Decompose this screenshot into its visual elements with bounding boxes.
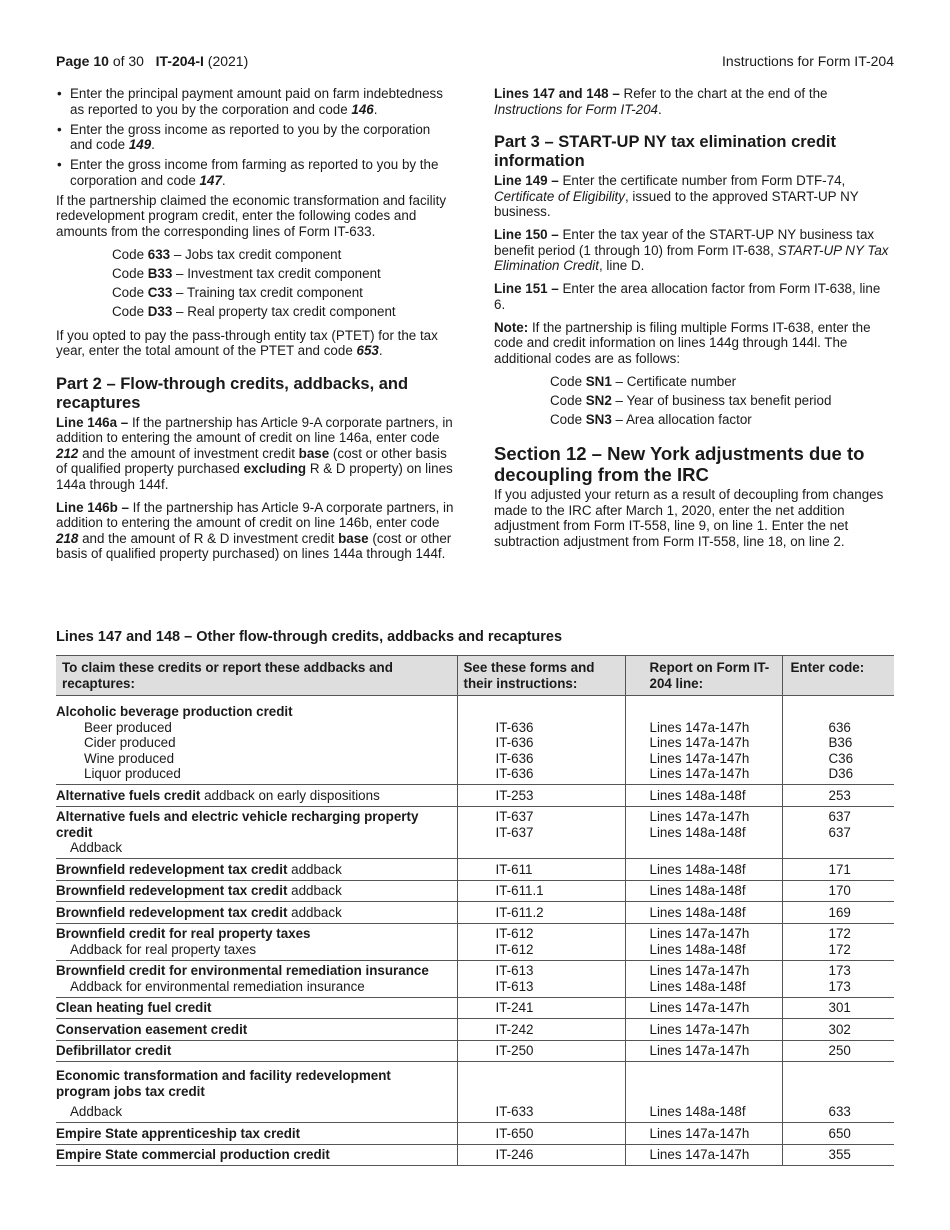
list-item [56, 122, 456, 153]
line-ref: Lines 148a-148f [625, 785, 782, 807]
form-ref: IT-242 [457, 1019, 625, 1041]
punctuation: . [221, 172, 226, 188]
credit-cell [56, 859, 457, 881]
form-ref: IT-636 [495, 719, 534, 735]
note-label: Note: [494, 319, 529, 335]
code-desc: – Jobs tax credit component [170, 247, 342, 262]
line-cell [625, 696, 782, 785]
code-desc: – Training tax credit component [172, 285, 363, 300]
line-ref: Lines 147a-147h [649, 926, 750, 941]
code-cell [782, 806, 894, 859]
credit-cell [56, 902, 457, 924]
page-header-left [56, 54, 248, 70]
credit-title: Brownfield credit for environmental remediation insurance [56, 963, 429, 978]
list-item [56, 157, 456, 188]
column-header: Enter code: [782, 656, 894, 696]
code-value: SN1 [585, 373, 612, 389]
para-text: Enter the certificate number from Form DTF-74, [558, 173, 846, 188]
table-row [56, 785, 894, 807]
code-ref: 302 [782, 1019, 894, 1041]
column-header: To claim these credits or report these addbacks and recaptures: [56, 656, 457, 696]
table-row [56, 880, 894, 902]
form-ref: IT-636 [495, 766, 534, 781]
para-text: (cost or other basis of qualified property purchased [56, 445, 447, 476]
page-label: Page [56, 53, 90, 69]
credit-title: Brownfield credit for real property taxes [56, 926, 311, 941]
italic-title: Instructions for Form IT-204 [494, 101, 658, 117]
credit-suffix: addback on early dispositions [200, 787, 380, 803]
punctuation: . [657, 101, 662, 117]
credit-cell [56, 880, 457, 902]
para-text: (cost or other basis of qualified property purchased) on lines 144a through 144f. [56, 530, 452, 561]
punctuation: . [378, 343, 383, 358]
code-cell [782, 923, 894, 960]
startup-code-list [550, 374, 894, 428]
code-cell [782, 1062, 894, 1123]
form-ref: IT-650 [457, 1123, 625, 1145]
line-146b-paragraph [56, 500, 456, 562]
form-cell [457, 696, 625, 785]
code-word: Code [550, 411, 583, 427]
para-text: If the partnership has Article 9-A corporate partners, in addition to entering the amount of credit on line 146a, enter code [56, 414, 453, 445]
form-ref: IT-611.2 [457, 902, 625, 924]
emphasis: base [338, 530, 369, 546]
line-ref: Lines 147a-147h [649, 750, 750, 766]
table-row [56, 1062, 894, 1123]
credit-subitem: Cider produced [84, 735, 176, 750]
code-ref: C36 [828, 750, 854, 766]
credit-title: Alternative fuels and electric vehicle recharging property credit [56, 809, 419, 840]
code-value: 212 [56, 445, 79, 461]
part3-heading: Part 3 – START-UP NY tax elimination credit information [494, 133, 837, 170]
code-ref: D36 [828, 766, 854, 781]
form-ref: IT-611 [457, 859, 625, 881]
line-cell [625, 1062, 782, 1123]
code-value: 147 [199, 172, 222, 188]
credit-title: Conservation easement credit [56, 1019, 457, 1041]
code-ref: 169 [782, 902, 894, 924]
line-label: Lines 147 and 148 – [494, 86, 620, 101]
note-paragraph [494, 320, 894, 367]
etp-paragraph: If the partnership claimed the economic transformation and facility redevelopment program credit, enter the following codes and amounts from the corresponding lines of Form IT-633. [56, 192, 447, 239]
credit-title: Alternative fuels credit [56, 787, 201, 803]
credit-cell [56, 785, 457, 807]
bullet-text: Enter the principal payment amount paid on farm indebtedness as reported to you by the corporation and code [70, 86, 443, 117]
credit-title: Brownfield redevelopment tax credit [56, 904, 288, 920]
credit-cell [56, 806, 457, 859]
table-row [56, 923, 894, 960]
form-cell [457, 806, 625, 859]
code-cell [782, 960, 894, 997]
line-label: Line 150 – [494, 227, 559, 242]
code-value: 149 [128, 137, 152, 152]
form-ref: IT-613 [495, 963, 534, 978]
line-ref: Lines 148a-148f [649, 824, 746, 840]
code-ref: 172 [828, 926, 851, 941]
line-ref: Lines 147a-147h [625, 1123, 782, 1145]
code-item [112, 247, 456, 263]
code-value: SN2 [585, 392, 612, 408]
bullet-text: Enter the gross income from farming as reported to you by the corporation and code [70, 157, 439, 188]
line-label: Line 151 – [494, 281, 559, 296]
emphasis: base [298, 445, 330, 461]
credit-cell [56, 1062, 457, 1123]
code-ref: 637 [828, 809, 851, 824]
bullet-text: Enter the gross income as reported to you by the corporation and code [70, 121, 431, 152]
etp-code-list [112, 247, 456, 320]
line-ref: Lines 147a-147h [625, 1040, 782, 1062]
code-value: 653 [356, 343, 379, 358]
credit-title: Alcoholic beverage production credit [56, 704, 293, 719]
line-151-paragraph [494, 281, 894, 312]
credit-cell [56, 960, 457, 997]
form-ref: IT-636 [495, 750, 534, 766]
line-146a-paragraph [56, 415, 456, 493]
line-label: Line 146a – [56, 414, 129, 430]
code-item [550, 412, 894, 428]
credit-suffix: addback [287, 861, 342, 877]
para-text: Enter the tax year of the START-UP NY business tax benefit period (1 through 10) from Form IT-638, [494, 227, 875, 258]
page-number: 10 [93, 53, 109, 69]
code-ref: 173 [828, 963, 851, 978]
form-ref: IT-613 [495, 978, 534, 994]
form-ref: IT-637 [495, 824, 534, 840]
code-ref: 253 [782, 785, 894, 807]
line-cell [625, 806, 782, 859]
code-desc: – Real property tax credit component [172, 304, 396, 319]
code-ref: 637 [828, 824, 851, 840]
code-desc: – Year of business tax benefit period [611, 392, 832, 408]
form-year: (2021) [207, 53, 249, 69]
credit-title: Clean heating fuel credit [56, 997, 457, 1019]
table-row [56, 1040, 894, 1062]
code-item [112, 304, 456, 320]
line-ref: Lines 148a-148f [625, 880, 782, 902]
line-ref: Lines 147a-147h [625, 997, 782, 1019]
bullet-list [56, 86, 456, 188]
para-text: , issued to the approved START-UP NY business. [494, 188, 859, 219]
form-cell [457, 923, 625, 960]
left-column [56, 86, 456, 569]
credit-cell [56, 696, 457, 785]
table-row [56, 997, 894, 1019]
table-row [56, 960, 894, 997]
code-word: Code [112, 266, 145, 281]
code-ref: 636 [828, 719, 851, 735]
code-ref: 650 [782, 1123, 894, 1145]
credit-suffix: addback [287, 883, 342, 898]
line-label: Line 146b – [56, 499, 129, 515]
para-text: and the amount of investment credit [78, 445, 299, 461]
code-item [112, 266, 456, 282]
table-row [56, 1123, 894, 1145]
table-row [56, 806, 894, 859]
punctuation: . [151, 137, 155, 152]
italic-title: START-UP NY Tax Elimination Credit [494, 242, 889, 273]
code-item [550, 393, 894, 409]
code-ref: 172 [828, 941, 851, 957]
credit-subitem: Addback [70, 1104, 123, 1119]
credit-title: Defibrillator credit [56, 1040, 457, 1062]
code-value: SN3 [585, 411, 612, 427]
table-row [56, 1144, 894, 1166]
code-cell [782, 696, 894, 785]
code-value: D33 [147, 304, 173, 319]
para-text: If the partnership has Article 9-A corporate partners, in addition to entering the amount of credit on line 146b, enter code [56, 499, 454, 530]
punctuation: . [373, 101, 378, 117]
table-header-row [56, 656, 894, 696]
credit-title: Brownfield redevelopment tax credit [56, 883, 288, 898]
code-ref: B36 [828, 735, 853, 750]
column-header: See these forms and their instructions: [457, 656, 625, 696]
form-id: IT-204-I [155, 53, 204, 69]
code-ref: 633 [828, 1104, 851, 1119]
code-ref: 173 [828, 978, 851, 994]
table-row [56, 859, 894, 881]
line-ref: Lines 147a-147h [649, 809, 750, 824]
code-item [112, 285, 456, 301]
code-desc: – Area allocation factor [611, 411, 752, 427]
line-ref: Lines 147a-147h [649, 735, 750, 750]
code-word: Code [112, 247, 145, 262]
page-total: of 30 [112, 53, 144, 69]
code-value: 218 [56, 530, 79, 546]
line-ref: Lines 148a-148f [649, 1104, 746, 1119]
code-word: Code [112, 285, 145, 300]
para-text: Refer to the chart at the end of the [619, 86, 828, 101]
code-value: 633 [147, 247, 171, 262]
section12-paragraph: If you adjusted your return as a result of decoupling from changes made to the IRC after March 1, 2020, enter the net addition adjustment from Form IT-558, line 9, on line 1. Enter the net subtraction adjustment from Form IT-558, line 18, on line 2. [494, 487, 884, 549]
ptet-paragraph [56, 328, 456, 359]
code-word: Code [112, 304, 145, 319]
form-cell [457, 960, 625, 997]
para-text: and the amount of R & D investment credit [78, 530, 339, 546]
table-row [56, 696, 894, 785]
line-ref: Lines 147a-147h [625, 1144, 782, 1166]
code-item [550, 374, 894, 390]
form-ref: IT-611.1 [457, 880, 625, 902]
code-value: C33 [147, 285, 173, 300]
credit-subitem: Addback for real property taxes [70, 941, 257, 957]
line-ref: Lines 147a-147h [625, 1019, 782, 1041]
credit-subitem: Addback [70, 840, 123, 855]
form-ref: IT-612 [495, 941, 534, 957]
code-value: 146 [351, 101, 374, 117]
page-header-right: Instructions for Form IT-204 [722, 53, 894, 69]
line-ref: Lines 147a-147h [649, 719, 750, 735]
code-ref: 301 [782, 997, 894, 1019]
credit-subitem: Addback for environmental remediation insurance [70, 978, 365, 994]
form-ref: IT-241 [457, 997, 625, 1019]
credit-title: Economic transformation and facility redevelopment program jobs tax credit [56, 1068, 391, 1099]
credit-subitem: Wine produced [84, 750, 175, 766]
line-cell [625, 960, 782, 997]
table-title: Lines 147 and 148 – Other flow-through credits, addbacks and recaptures [56, 629, 563, 645]
form-ref: IT-246 [457, 1144, 625, 1166]
code-ref: 250 [782, 1040, 894, 1062]
credit-suffix: addback [287, 904, 342, 920]
para-text: If the partnership is filing multiple Forms IT-638, enter the code and credit information on lines 144g through 144l. The additional codes are as follows: [494, 319, 871, 366]
line-ref: Lines 148a-148f [649, 941, 746, 957]
code-word: Code [550, 392, 583, 408]
ptet-text: If you opted to pay the pass-through entity tax (PTET) for the tax year, enter the total amount of the PTET and code [56, 327, 438, 358]
code-ref: 171 [782, 859, 894, 881]
line-label: Line 149 – [494, 173, 559, 188]
para-text: R & D property) on lines 144a through 144f. [56, 461, 453, 492]
credit-title: Empire State commercial production credit [56, 1144, 457, 1166]
form-ref: IT-612 [495, 926, 534, 941]
form-ref: IT-636 [495, 735, 534, 750]
credit-title: Brownfield redevelopment tax credit [56, 861, 288, 877]
line-cell [625, 923, 782, 960]
form-ref: IT-253 [457, 785, 625, 807]
para-text: , line D. [598, 258, 645, 273]
line-149-paragraph [494, 173, 894, 220]
column-header: Report on Form IT-204 line: [625, 656, 782, 696]
line-ref: Lines 148a-148f [625, 859, 782, 881]
credit-title: Empire State apprenticeship tax credit [56, 1123, 457, 1145]
credit-subitem: Beer produced [84, 719, 172, 735]
code-word: Code [550, 373, 583, 389]
line-ref: Lines 147a-147h [649, 963, 750, 978]
table-row [56, 1019, 894, 1041]
code-desc: – Investment tax credit component [172, 266, 381, 281]
part2-heading: Part 2 – Flow-through credits, addbacks, and recaptures [56, 374, 409, 412]
line-ref: Lines 148a-148f [625, 902, 782, 924]
form-cell [457, 1062, 625, 1123]
line-150-paragraph [494, 227, 894, 274]
right-column [494, 86, 894, 557]
code-ref: 170 [782, 880, 894, 902]
line-ref: Lines 147a-147h [649, 766, 750, 781]
para-text: Enter the area allocation factor from Form IT-638, line 6. [494, 281, 881, 312]
italic-title: Certificate of Eligibility [494, 188, 625, 204]
code-value: B33 [147, 266, 173, 281]
credit-subitem: Liquor produced [84, 766, 181, 781]
form-ref: IT-633 [495, 1104, 534, 1119]
form-ref: IT-637 [495, 809, 534, 824]
lines-147-148-paragraph [494, 86, 894, 117]
table-row [56, 902, 894, 924]
line-ref: Lines 148a-148f [649, 978, 746, 994]
code-desc: – Certificate number [611, 373, 737, 389]
section12-heading: Section 12 – New York adjustments due to decoupling from the IRC [494, 443, 865, 485]
emphasis: excluding [243, 461, 307, 476]
list-item [56, 86, 456, 117]
form-ref: IT-250 [457, 1040, 625, 1062]
code-ref: 355 [782, 1144, 894, 1166]
credit-cell [56, 923, 457, 960]
credits-table [56, 655, 894, 1166]
